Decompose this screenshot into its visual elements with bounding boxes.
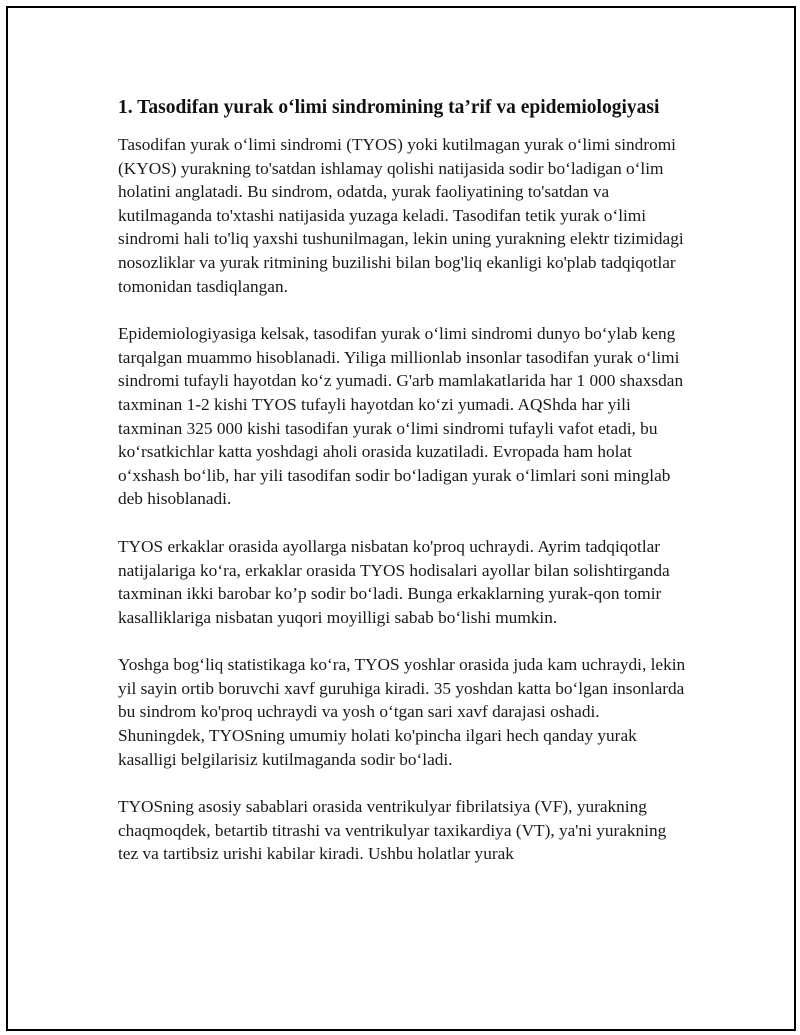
- paragraph-age: Yoshga bog‘liq statistikaga ko‘ra, TYOS yoshlar orasida juda kam uchraydi, lekin yil sayin ortib boruvchi xavf guruhiga kiradi. 35 yoshdan katta bo‘lgan insonlarda bu sindrom ko'proq uchraydi va yosh o‘tgan sari xavf darajasi oshadi. Shuningdek, TYOSning umumiy holati ko'pincha ilgari hech qanday yurak kasalligi belgilarisiz kutilmaganda sodir bo‘ladi.: [118, 655, 686, 769]
- paragraph-epidemiology: Epidemiologiyasiga kelsak, tasodifan yurak o‘limi sindromi dunyo bo‘ylab keng tarqalgan muammo hisoblanadi. Yiliga millionlab insonlar tasodifan yurak o‘limi sindromi tufayli hayotdan ko‘z yumadi. G'arb mamlakatlarida har 1 000 shaxsdan taxminan 1-2 kishi TYOS tufayli hayotdan ko‘zi yumadi. AQShda har yili taxminan 325 000 kishi tasodifan yurak o‘limi sindromi tufayli vafot etadi, bu ko‘rsatkichlar katta yoshdagi aholi orasida kuzatiladi. Evropada ham holat o‘xshash bo‘lib, har yili tasodifan sodir bo‘ladigan yurak o‘limlari soni minglab deb hisoblanadi.: [118, 324, 684, 509]
- document-body: [118, 94, 688, 890]
- section-title: 1. Tasodifan yurak o‘limi sindromining ta’rif va epidemiologiyasi: [118, 97, 660, 118]
- paragraph-causes: TYOSning asosiy sabablari orasida ventrikulyar fibrilatsiya (VF), yurakning chaqmoqdek, betartib titrashi va ventrikulyar taxikardiya (VT), ya'ni yurakning tez va tartibsiz urishi kabilar kiradi. Ushbu holatlar yurak: [118, 797, 667, 864]
- paragraph-gender: TYOS erkaklar orasida ayollarga nisbatan ko'proq uchraydi. Ayrim tadqiqotlar natijalariga ko‘ra, erkaklar orasida TYOS hodisalari ayollar bilan solishtirganda taxminan ikki barobar ko’p sodir bo‘ladi. Bunga erkaklarning yurak-qon tomir kasalliklariga nisbatan yuqori moyilligi sabab bo‘lishi mumkin.: [118, 536, 670, 627]
- paragraph-definition: Tasodifan yurak o‘limi sindromi (TYOS) yoki kutilmagan yurak o‘limi sindromi (KYOS) yurakning to'satdan ishlamay qolishi natijasida sodir bo‘ladigan o‘lim holatini anglatadi. Bu sindrom, odatda, yurak faoliyatining to'satdan va kutilmaganda to'xtashi natijasida yuzaga keladi. Tasodifan tetik yurak o‘limi sindromi hali to'liq yaxshi tushunilmagan, lekin uning yurakning elektr tizimidagi nosozliklar va yurak ritmining buzilishi bilan bog'liq ekanligi ko'plab tadqiqotlar tomonidan tasdiqlangan.: [118, 135, 684, 296]
